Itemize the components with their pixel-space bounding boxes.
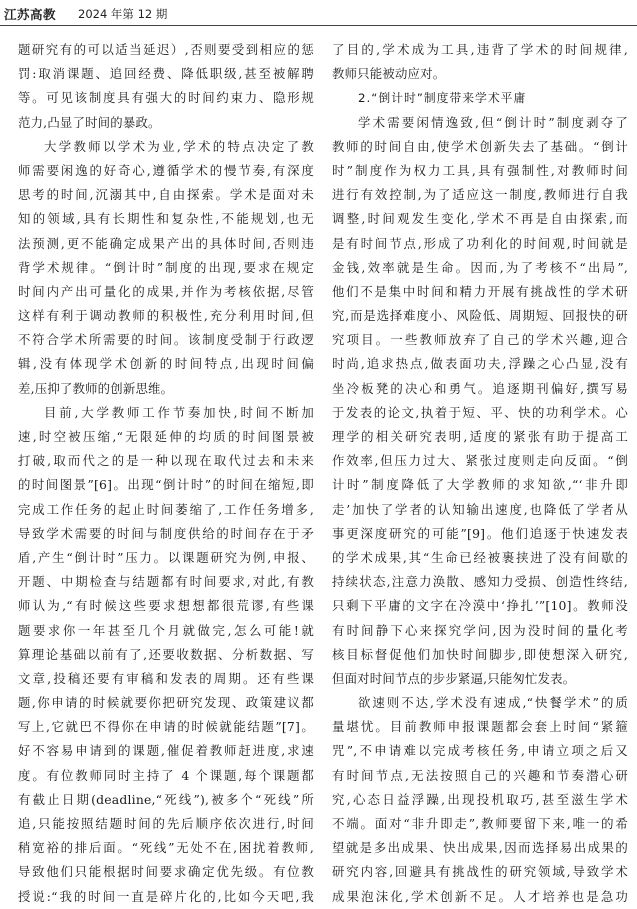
text-line: 师需要闲逸的好奇心,遵循学术的慢节奏,有深度 [18,162,314,178]
text-line: 范力,凸显了时间的暴政。 [18,114,161,130]
text-line: 有时间节点,无法按照自己的兴趣和节奏潜心研 [332,767,628,783]
text-line: 大学教师以学术为业,学术的特点决定了教 [44,138,314,154]
text-line: 咒”,不申请难以完成考核任务,申请立项之后又 [332,743,628,759]
text-line: 事更深度研究的可能”[9]。他们追逐于快速发表 [332,525,628,541]
text-line: 算理论基础以前有了,还要收数据、分析数据、写 [18,646,314,662]
text-line: 法预测,更不能确定成果产出的具体时间,否则违 [18,235,314,251]
text-line: 金钱,效率就是生命。因而,为了考核不“出局”, [332,259,628,275]
text-line: 完成工作任务的起止时间萎缩了,工作任务增多, [18,501,314,517]
text-line: 题研究有的可以适当延迟）,否则要受到相应的惩 [18,42,314,57]
text-line: 度。有位教师同时主持了 4 个课题,每个课题都 [18,767,314,783]
text-line: 时间内产出可量化的成果,并作为考核依据,尽管 [18,283,314,299]
text-line: 目前,大学教师工作节奏加快,时间不断加 [44,404,314,420]
text-line: 不符合学术所需要的时间。该制度受制于行政逻 [18,332,314,348]
text-line: 打破,取而代之的是一种以现在取代过去和未来 [18,453,314,469]
text-line: 有截止日期(deadline,“死线”),被多个“死线”所 [18,791,314,807]
text-line: 授说:“我的时间一直是碎片化的,比如今天吧,我 [18,888,314,904]
text-line: 只剩下平庸的文字在冷漠中‘挣扎’”[10]。教师没 [332,598,628,614]
text-line: 计时”制度降低了大学教师的求知欲,“‘非升即 [332,477,628,493]
text-line: 核目标督促他们加快时间脚步,即使想深入研究, [332,646,628,662]
journal-title: 江苏高教 [4,7,57,22]
text-line: 速,时空被压缩,“无限延伸的均质的时间图景被 [18,429,314,444]
text-line: 题要求你一年甚至几个月就做完,怎么可能!就 [18,622,314,638]
text-line: 文章,投稿还要有审稿和发表的周期。还有些课 [18,670,314,686]
text-line: 背学术规律。“倒计时”制度的出现,要求在规定 [18,259,314,275]
text-line: 稍宽裕的排后面。“死线”无处不在,困扰着教师, [18,840,314,856]
text-line: 的时间图景”[6]。出现“倒计时”的时间在缩短,即 [18,477,314,493]
text-line: 是有时间节点,形成了功利化的时间观,时间就是 [332,235,628,251]
text-line: 学术需要闲情逸致,但“倒计时”制度剥夺了 [358,114,628,130]
text-line: 导致他们只能根据时间要求确定优先级。有位教 [18,864,314,880]
text-line: 究项目。一些教师放弃了自己的学术兴趣,迎合 [332,332,628,348]
text-line: 他们不是集中时间和精力开展有挑战性的学术研 [332,283,628,299]
text-line: 调整,时间观发生变化,学术不再是自由探索,而 [332,211,628,227]
header-rule [0,25,637,26]
text-line: 走’加快了学者的认知输出速度,也降低了学者从 [332,501,628,517]
text-line: 盾,产生“倒计时”压力。以课题研究为例,申报、 [18,549,314,565]
text-line: 教师的时间自由,使学术创新失去了基础。“倒计 [332,138,628,154]
text-line: 量堪忧。目前教师申报课题都会套上时间“紧箍 [332,719,628,735]
text-line: 但面对时间节点的步步紧逼,只能匆忙发表。 [332,670,576,686]
text-line: 师认为,“有时候这些要求想想都很荒谬,有些课 [18,598,314,614]
text-line: 时尚,追求热点,做表面功夫,浮躁之心凸显,没有 [332,356,628,372]
text-line: 好不容易申请到的课题,催促着教师赶进度,求速 [18,743,314,759]
text-line: 成果泡沫化,学术创新不足。人才培养也是急功 [332,888,628,904]
text-line: 坐冷板凳的决心和勇气。追逐期刊偏好,撰写易 [332,380,628,396]
issue-label: 2024 年第 12 期 [78,7,168,21]
text-line: 教师只能被动应对。 [332,66,446,82]
text-line: 开题、中期检查与结题都有时间要求,对此,有教 [18,574,314,590]
section-heading: 2.“倒计时”制度带来学术平庸 [358,91,527,106]
text-line: 不端。面对“非升即走”,教师要留下来,唯一的希 [332,816,628,831]
text-line: 持续状态,注意力涣散、感知力受损、创造性终结, [332,574,628,590]
page-header [0,0,637,28]
text-line: 于发表的论文,执着于短、平、快的功利学术。心 [332,404,628,420]
text-line: 罚:取消课题、追回经费、降低职级,甚至被解聘 [18,66,314,82]
text-line: 作效率,但压力过大、紧张过度则走向反面。“倒 [332,453,628,469]
text-line: 追,只能按照结题时间的先后顺序依次进行,时间 [18,816,314,831]
text-line: 进行有效控制,为了适应这一制度,教师进行自我 [332,187,628,203]
text-line: 辑,没有体现学术创新的时间特点,出现时间偏 [18,356,314,372]
text-line: 理学的相关研究表明,适度的紧张有助于提高工 [332,429,628,444]
text-line: 导致学术需要的时间与制度供给的时间存在于矛 [18,525,314,541]
text-line: 究,而是选择难度小、风险低、周期短、回报快的研 [332,308,628,324]
text-line: 知的领域,具有长期性和复杂性,不能规划,也无 [18,211,314,227]
text-line: 望就是多出成果、快出成果,因而选择易出成果的 [332,840,628,856]
text-line: 欲速则不达,学术没有速成,“快餐学术”的质 [358,695,628,711]
text-line: 题,你申请的时候就要你把研究发现、政策建议都 [18,695,314,711]
text-line: 这样有利于调动教师的积极性,充分利用时间,但 [18,308,314,324]
text-line: 思考的时间,沉溺其中,自由探索。学术是面对未 [18,187,314,203]
text-line: 究,心态日益浮躁,出现投机取巧,甚至滋生学术 [332,791,628,807]
text-line: 差,压抑了教师的创新思维。 [18,380,174,396]
text-line: 有时间静下心来探究学问,因为没时间的量化考 [332,622,628,638]
text-line: 写上,它就巴不得你在申请的时候就能结题”[7]。 [18,719,314,735]
text-line: 等。可见该制度具有强大的时间约束力、隐形规 [18,90,314,106]
text-line: 的学术成果,其“生命已经被裹挟进了没有间歇的 [332,549,628,565]
text-line: 研究内容,回避具有挑战性的研究领域,导致学术 [332,864,628,880]
text-line: 时”制度作为权力工具,具有强制性,对教师时间 [332,162,628,178]
text-line: 了目的,学术成为工具,违背了学术的时间规律, [332,42,628,57]
right-column [332,38,628,909]
left-column [18,38,314,909]
